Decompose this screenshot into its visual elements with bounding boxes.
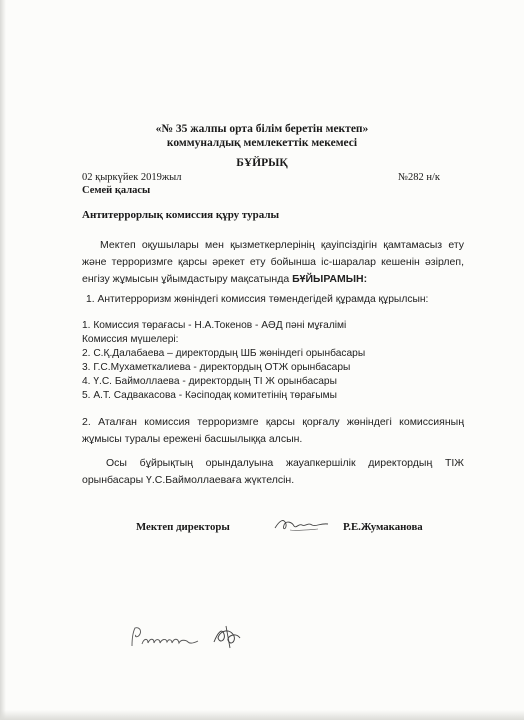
point-3: Осы бұйрықтың орындалуына жауапкершілік директордың ТІЖ орынбасары Ү.С.Баймоллаеваға жүктелсін. xyxy=(82,457,464,486)
header-institution-type: коммуналдық мемлекеттік мекемесі xyxy=(166,137,358,149)
scan-shadow-left xyxy=(0,0,6,720)
director-signature-icon xyxy=(272,514,332,536)
commission-chair: 1. Комиссия төрағасы - Н.А.Токенов - АӘД пәні мұғалімі xyxy=(82,320,347,331)
signature-position: Мектеп директоры xyxy=(136,521,230,533)
document-title: Антитеррорлық комиссия құру туралы xyxy=(82,209,280,221)
signature-name: Р.Е.Жумаканова xyxy=(343,521,423,533)
intro-paragraph xyxy=(82,237,464,288)
document-date: 02 қыркүйек 2019жыл xyxy=(82,172,182,183)
commission-member: 2. С.Қ.Далабаева – директордың ШБ жөніндегі орынбасары xyxy=(82,348,366,359)
document-number: №282 н/к xyxy=(398,172,441,183)
document-type: БҰЙРЫҚ xyxy=(236,157,288,169)
document-city: Семей қаласы xyxy=(82,185,151,196)
point-1: 1. Антитерроризм жөніндегі комиссия төмендегідей құрамда құрылсын: xyxy=(86,294,429,305)
header-school-name: «№ 35 жалпы орта білім беретін мектеп» xyxy=(155,123,369,135)
scan-shadow-bottom xyxy=(0,710,524,720)
commission-members-label: Комиссия мүшелері: xyxy=(82,334,179,345)
commission-member: 3. Г.С.Мухаметкалиева - директордың ОТЖ орынбасары xyxy=(82,362,351,373)
handwritten-note-icon xyxy=(126,620,266,656)
point-2: 2. Аталған комиссия терроризмге қарсы қорғалу жөніндегі комиссияның жұмысы туралы ережені басшылыққа алсын. xyxy=(82,416,464,445)
commission-member: 4. Ү.С. Баймоллаева - директордың ТІ Ж орынбасары xyxy=(82,376,337,387)
commission-member: 5. А.Т. Садвакасова - Кәсіподақ комитетінің төрағымы xyxy=(82,390,337,401)
intro-text: Мектеп оқушылары мен қызметкерлерінің қауіпсіздігін қамтамасыз ету және терроризмге қарсы әрекет ету бойынша іс-шаралар кешенін әзірлеп, енгізу жұмысын ұйымдастыру мақсатында xyxy=(82,239,464,285)
order-keyword: БҰЙЫРАМЫН: xyxy=(292,273,368,285)
